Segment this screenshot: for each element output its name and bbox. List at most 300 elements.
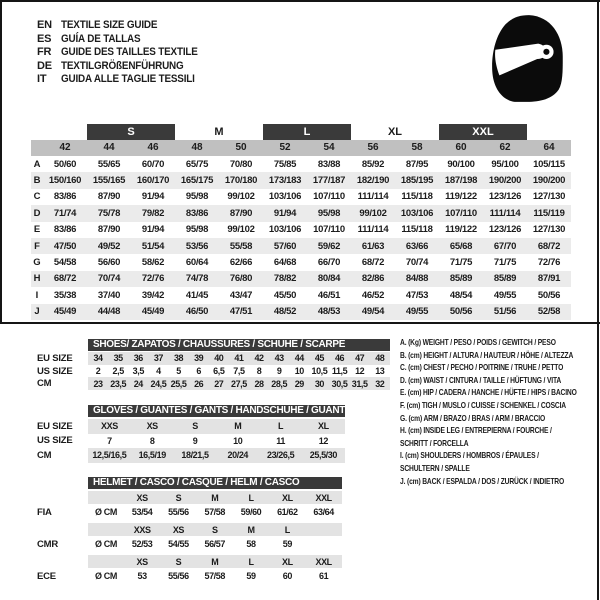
- value-cell: 28: [254, 378, 264, 389]
- legend-item-line: G. (cm) ARM / BRAZO / BRAS / ARM / BRACCIO: [400, 412, 546, 423]
- shoes-rows: [37, 352, 390, 390]
- measurement-cell: 54/58: [53, 257, 77, 269]
- row-cells: [88, 448, 345, 463]
- measurement-cell: 127/130: [532, 191, 566, 203]
- value-cell: 61: [319, 571, 329, 581]
- value-cell: 6: [196, 366, 201, 377]
- measurement-cell: 56/60: [97, 257, 121, 269]
- value-cell: 6,5: [213, 366, 225, 377]
- measurement-cell: 45/49: [53, 306, 77, 318]
- row-cells: [88, 523, 342, 536]
- row-label: CM: [37, 378, 52, 390]
- size-group-badge-row: [87, 124, 571, 140]
- measurement-cell: 111/114: [357, 224, 389, 236]
- value-cell: 16,5/19: [138, 450, 166, 461]
- measurement-cell: 47/51: [229, 306, 253, 318]
- value-cell: 13: [375, 366, 385, 377]
- measurement-cell: 43/47: [229, 289, 253, 301]
- measurement-cell: 127/130: [532, 224, 566, 236]
- value-cell: 34: [93, 353, 103, 364]
- measurement-cell: 80/84: [317, 273, 341, 285]
- value-cell: 12: [355, 366, 365, 377]
- measurement-cell: 71/75: [493, 257, 517, 269]
- size-label: XS: [172, 524, 185, 535]
- measurement-cell: 48/53: [317, 306, 341, 318]
- measurement-row: [31, 156, 571, 172]
- legend-item-line: H. (cm) INSIDE LEG / ENTREPIERNA / FOURCHE /: [400, 425, 552, 436]
- measurement-cell: 51/56: [493, 306, 517, 318]
- measurement-cell: 65/68: [449, 240, 473, 252]
- measurement-cell: 95/100: [491, 158, 519, 170]
- value-cell: 7: [107, 435, 112, 446]
- value-cell: 55/56: [168, 571, 189, 581]
- measurement-cell: 46/51: [317, 289, 341, 301]
- measurement-cell: 70/80: [229, 158, 253, 170]
- measurement-cell: 99/102: [359, 207, 387, 219]
- table-row: [37, 434, 345, 449]
- unit-label: Ø CM: [95, 571, 117, 581]
- measurement-cell: 185/195: [400, 175, 434, 187]
- value-cell: 9: [276, 366, 282, 377]
- measurement-cell: 95/98: [185, 191, 209, 203]
- measurement-cell: 49/54: [361, 306, 385, 318]
- value-cell: 3,5: [132, 366, 144, 377]
- table-row: [37, 352, 390, 365]
- measurement-cell: 45/50: [273, 289, 297, 301]
- helmet-icon-graphic: [488, 12, 566, 106]
- size-label: S: [175, 556, 182, 567]
- value-cell: L: [278, 421, 284, 432]
- measurement-cell: 39/42: [141, 289, 165, 301]
- measurement-cell: 78/82: [273, 273, 297, 285]
- size-number: 62: [499, 142, 511, 153]
- size-group-badge: XL: [387, 126, 403, 138]
- value-cell: 44: [294, 353, 304, 364]
- value-cell: XS: [146, 421, 158, 432]
- value-cell: 53: [137, 571, 147, 581]
- measurement-cell: 111/114: [489, 207, 521, 219]
- guide-title: GUÍA DE TALLAS: [61, 32, 141, 45]
- table-row: [37, 377, 390, 390]
- measurement-cell: 99/102: [227, 191, 255, 203]
- measurement-row: [31, 238, 571, 254]
- value-cell: 54/55: [168, 539, 189, 549]
- measurement-cell: 49/55: [405, 306, 429, 318]
- value-cell: 5: [176, 366, 181, 377]
- row-letter: B: [33, 175, 41, 187]
- value-cell: XXS: [100, 421, 118, 432]
- value-cell: 37: [153, 353, 164, 364]
- legend-item-line: SCHRITT / FORCELLA: [400, 437, 469, 448]
- value-cell: 58: [246, 539, 256, 549]
- row-cells: [88, 491, 342, 504]
- measurement-cell: 107/110: [313, 224, 345, 236]
- measurement-cell: 190/200: [532, 175, 566, 187]
- value-cell: 9: [192, 435, 198, 446]
- value-cell: 36: [133, 353, 143, 364]
- row-cells: [88, 419, 345, 434]
- size-number: 52: [279, 142, 291, 153]
- value-cell: XL: [318, 421, 329, 432]
- measurement-cell: 67/70: [493, 240, 517, 252]
- legend-item-line: C. (cm) CHEST / PECHO / POITRINE / TRUHE / PETTO: [400, 362, 564, 373]
- measurement-cell: 64/68: [273, 257, 297, 269]
- legend-item-line: F. (cm) TIGH / MUSLO / CUISSE / SCHENKEL / COSCIA: [400, 399, 566, 410]
- measurement-cell: 61/63: [361, 240, 385, 252]
- measurement-cell: 87/90: [97, 224, 121, 236]
- measurement-cell: 91/94: [141, 224, 165, 236]
- size-label: XS: [136, 556, 148, 567]
- value-cell: 10: [233, 435, 243, 446]
- legend-item-line: E. (cm) HIP / CADERA / HANCHE / HÜFTE / HIPS / BACINO: [400, 387, 577, 398]
- size-label: XL: [281, 492, 293, 503]
- measurement-cell: 83/88: [317, 158, 341, 170]
- size-label: L: [284, 524, 290, 535]
- measurement-cell: 119/122: [445, 191, 477, 203]
- measurement-cell: 44/48: [97, 306, 121, 318]
- value-cell: 52/53: [131, 539, 153, 549]
- helmet-size-row: [37, 555, 342, 568]
- row-letter: A: [33, 158, 41, 170]
- measurement-row: [31, 189, 571, 205]
- size-number: 56: [367, 142, 379, 153]
- measurement-cell: 83/86: [185, 207, 209, 219]
- value-cell: 25,5/30: [309, 450, 337, 461]
- measurement-cell: 53/56: [185, 240, 209, 252]
- frame-right-border: [597, 0, 599, 600]
- size-label: XXS: [133, 524, 151, 535]
- size-number: 60: [455, 142, 467, 153]
- row-cells: [88, 434, 345, 449]
- measurement-cell: 72/76: [537, 257, 561, 269]
- measurement-cell: 75/78: [97, 207, 121, 219]
- measurement-cell: 46/52: [361, 289, 385, 301]
- measurement-cell: 68/72: [53, 273, 77, 285]
- measurement-cell: 76/80: [229, 273, 253, 285]
- table-row: [37, 448, 345, 463]
- measurement-cell: 58/62: [141, 257, 165, 269]
- measurement-cell: 95/98: [317, 207, 341, 219]
- value-cell: 18/21,5: [181, 450, 209, 461]
- language-row: [37, 33, 213, 47]
- value-cell: 55/56: [168, 507, 189, 517]
- measurement-cell: 105/115: [533, 158, 565, 170]
- size-label: L: [248, 492, 254, 503]
- measurement-cell: 95/98: [185, 224, 209, 236]
- value-cell: 10: [294, 366, 304, 377]
- value-cell: 43: [274, 353, 284, 364]
- guide-title: TEXTILE SIZE GUIDE: [61, 19, 158, 31]
- language-row: [37, 73, 213, 87]
- guide-title: GUIDE DES TAILLES TEXTILE: [61, 46, 198, 59]
- value-cell: 38: [173, 353, 184, 364]
- size-number: 50: [235, 142, 247, 153]
- measurement-cell: 91/94: [141, 191, 165, 203]
- language-title-list: [37, 19, 213, 87]
- measurement-cell: 87/91: [537, 273, 561, 285]
- row-label: [37, 555, 88, 568]
- measurement-row: [31, 205, 571, 221]
- row-letter: I: [35, 289, 39, 301]
- gloves-table-header: GLOVES / GUANTES / GANTS / HANDSCHUHE / GUANTI: [88, 405, 345, 417]
- section-divider-line: [0, 322, 600, 324]
- measurement-cell: 115/118: [401, 191, 433, 203]
- row-letter: C: [33, 191, 41, 203]
- value-cell: 39: [194, 353, 204, 364]
- language-code: IT: [37, 73, 47, 86]
- size-label: M: [211, 492, 219, 503]
- helmet-icon: [488, 12, 566, 106]
- measurement-cell: 60/64: [185, 257, 209, 269]
- measurement-cell: 63/66: [405, 240, 429, 252]
- row-letter: E: [33, 224, 41, 236]
- size-group-badge: M: [214, 126, 224, 138]
- value-cell: 40: [214, 353, 224, 364]
- measurement-cell: 59/62: [317, 240, 341, 252]
- legend-item-line: J. (cm) BACK / ESPALDA / DOS / ZURÜCK / INDIETRO: [400, 475, 565, 486]
- size-number: 58: [411, 142, 423, 153]
- measurement-cell: 177/187: [312, 175, 346, 187]
- measurement-cell: 83/86: [53, 224, 77, 236]
- row-letter: J: [34, 306, 40, 318]
- value-cell: 61/62: [277, 507, 298, 517]
- value-cell: S: [192, 421, 198, 432]
- measurement-cell: 45/49: [141, 306, 165, 318]
- size-number: 54: [323, 142, 335, 153]
- measurement-cell: 60/70: [141, 158, 165, 170]
- size-number: 42: [59, 142, 71, 153]
- value-cell: 41: [234, 353, 244, 364]
- language-code: FR: [37, 46, 52, 59]
- row-label: EU SIZE: [37, 420, 73, 432]
- measurement-cell: 115/118: [401, 224, 433, 236]
- unit-label: Ø CM: [95, 539, 117, 549]
- measurement-cell: 119/122: [445, 224, 477, 236]
- measurement-cell: 48/52: [273, 306, 297, 318]
- value-cell: 11,5: [331, 366, 348, 377]
- row-cells: [88, 365, 390, 378]
- measurement-cell: 68/72: [537, 240, 561, 252]
- helmet-data-row: [37, 568, 342, 584]
- value-cell: 23,5: [110, 378, 127, 389]
- value-cell: 10,5: [311, 366, 328, 377]
- measurement-cell: 84/88: [405, 273, 429, 285]
- measurement-legend: [400, 336, 598, 487]
- size-label: S: [175, 492, 182, 503]
- measurement-cell: 103/106: [268, 224, 302, 236]
- measurement-cell: 47/53: [405, 289, 429, 301]
- size-label: S: [211, 524, 218, 535]
- value-cell: 35: [113, 353, 123, 364]
- size-label: M: [247, 524, 255, 535]
- helmet-data-row: [37, 536, 342, 552]
- measurement-row: [31, 271, 571, 287]
- measurement-cell: 52/58: [537, 306, 561, 318]
- measurement-cell: 71/75: [449, 257, 473, 269]
- row-cells: [88, 377, 390, 390]
- measurement-cell: 74/78: [185, 273, 209, 285]
- measurement-cell: 72/76: [141, 273, 165, 285]
- measurement-cell: 123/126: [488, 191, 522, 203]
- gloves-size-table: [37, 405, 348, 463]
- value-cell: 26: [194, 378, 204, 389]
- unit-label: Ø CM: [95, 507, 117, 517]
- language-row: [37, 19, 213, 33]
- measurement-cell: 103/106: [268, 191, 302, 203]
- value-cell: 25,5: [170, 378, 187, 389]
- row-letter: G: [33, 257, 41, 269]
- value-cell: 28,5: [271, 378, 288, 389]
- measurement-cell: 68/72: [361, 257, 385, 269]
- measurement-row: [31, 222, 571, 238]
- measurement-cell: 85/89: [449, 273, 473, 285]
- apparel-size-table: [31, 124, 571, 320]
- value-cell: 57/58: [204, 571, 225, 581]
- measurement-cell: 83/86: [53, 191, 77, 203]
- measurement-cell: 160/170: [136, 175, 170, 187]
- language-code: EN: [37, 19, 52, 31]
- measurement-cell: 155/165: [92, 175, 126, 187]
- measurement-row: [31, 254, 571, 270]
- measurement-cell: 55/65: [97, 158, 121, 170]
- measurement-cell: 37/40: [97, 289, 121, 301]
- value-cell: 63/64: [313, 507, 334, 517]
- standard-label: CMR: [37, 538, 59, 550]
- value-cell: 32: [375, 378, 385, 389]
- size-label: XXL: [315, 556, 332, 567]
- size-label: XXL: [315, 492, 332, 503]
- measurement-cell: 87/90: [229, 207, 253, 219]
- value-cell: 7,5: [233, 366, 245, 377]
- shoes-size-table: [37, 339, 390, 390]
- measurement-cell: 46/50: [185, 306, 209, 318]
- helmet-size-row: [37, 523, 342, 536]
- table-row: [37, 419, 345, 434]
- measurement-row: [31, 172, 571, 188]
- measurement-row: [31, 304, 571, 320]
- value-cell: 27,5: [230, 378, 247, 389]
- measurement-cell: 90/100: [447, 158, 475, 170]
- helmet-rows: [37, 491, 342, 584]
- shoes-table-header: SHOES/ ZAPATOS / CHAUSSURES / SCHUHE / SCARPE: [88, 339, 390, 351]
- measurement-cell: 187/198: [444, 175, 478, 187]
- measurement-cell: 115/119: [533, 207, 565, 219]
- value-cell: 4: [156, 366, 161, 377]
- legend-item-line: A. (Kg) WEIGHT / PESO / POIDS / GEWITCH / PESO: [400, 337, 556, 347]
- size-label: XL: [281, 556, 293, 567]
- measurement-rows: [31, 156, 571, 320]
- language-code: DE: [37, 59, 52, 72]
- size-number: 48: [191, 142, 203, 153]
- row-letter: H: [33, 273, 41, 285]
- guide-title: TEXTILGRÖßENFÜHRUNG: [61, 59, 184, 72]
- language-code: ES: [37, 32, 52, 45]
- value-cell: 30,5: [331, 378, 348, 389]
- measurement-cell: 99/102: [227, 224, 255, 236]
- value-cell: 59/60: [240, 507, 262, 517]
- value-cell: 23/26,5: [266, 450, 295, 461]
- measurement-cell: 79/82: [141, 207, 165, 219]
- helmet-size-row: [37, 491, 342, 504]
- value-cell: 45: [314, 353, 325, 364]
- value-cell: 24: [133, 378, 143, 389]
- measurement-cell: 50/60: [53, 158, 77, 170]
- measurement-cell: 47/50: [53, 240, 77, 252]
- frame-left-border: [0, 0, 2, 324]
- measurement-cell: 41/45: [185, 289, 209, 301]
- value-cell: 59: [246, 571, 256, 581]
- measurement-cell: 75/85: [273, 158, 297, 170]
- value-cell: 57/58: [204, 507, 225, 517]
- measurement-cell: 87/95: [405, 158, 429, 170]
- measurement-cell: 165/175: [180, 175, 214, 187]
- value-cell: 53/54: [131, 507, 153, 517]
- value-cell: 8: [149, 435, 155, 446]
- standard-label: ECE: [37, 570, 56, 582]
- value-cell: 12,5/16,5: [92, 450, 127, 461]
- standard-label: FIA: [37, 506, 52, 518]
- row-label: US SIZE: [37, 435, 73, 447]
- measurement-cell: 50/56: [449, 306, 473, 318]
- measurement-cell: 150/160: [48, 175, 82, 187]
- row-cells: [88, 504, 342, 520]
- value-cell: 12: [318, 435, 328, 446]
- legend-item-line: SCHULTERN / SPALLE: [400, 462, 470, 473]
- measurement-cell: 111/114: [357, 191, 389, 203]
- value-cell: 2: [95, 366, 101, 377]
- measurement-cell: 70/74: [97, 273, 121, 285]
- measurement-cell: 82/86: [361, 273, 385, 285]
- measurement-cell: 48/54: [449, 289, 473, 301]
- measurement-cell: 173/183: [268, 175, 302, 187]
- measurement-cell: 87/90: [97, 191, 121, 203]
- measurement-cell: 49/52: [97, 240, 121, 252]
- value-cell: 24,5: [150, 378, 167, 389]
- measurement-cell: 50/56: [537, 289, 561, 301]
- legend-item-line: B. (cm) HEIGHT / ALTURA / HAUTEUR / HÖHE / ALTEZZA: [400, 349, 574, 360]
- value-cell: 46: [334, 353, 345, 364]
- row-label: EU SIZE: [37, 352, 73, 364]
- value-cell: 2,5: [112, 366, 124, 377]
- measurement-cell: 66/70: [317, 257, 341, 269]
- size-label: M: [211, 556, 219, 567]
- row-cells: [88, 352, 390, 365]
- value-cell: 27: [214, 378, 224, 389]
- row-cells: [88, 568, 342, 584]
- measurement-cell: 57/60: [273, 240, 297, 252]
- value-cell: M: [234, 421, 242, 432]
- size-group-badge: L: [263, 124, 351, 140]
- language-row: [37, 60, 213, 74]
- value-cell: 11: [276, 435, 285, 446]
- value-cell: 60: [282, 571, 292, 581]
- row-cells: [88, 536, 342, 552]
- value-cell: 8: [256, 366, 262, 377]
- helmet-table-header: HELMET / CASCO / CASQUE / HELM / CASCO: [88, 477, 342, 489]
- measurement-row: [31, 287, 571, 303]
- size-number-row: [31, 140, 571, 156]
- measurement-cell: 71/74: [53, 207, 77, 219]
- measurement-cell: 55/58: [229, 240, 253, 252]
- value-cell: 59: [282, 539, 292, 549]
- measurement-cell: 62/66: [229, 257, 253, 269]
- size-number: 44: [103, 142, 115, 153]
- row-label: [37, 491, 88, 504]
- measurement-cell: 190/200: [488, 175, 522, 187]
- row-label: CM: [37, 449, 52, 461]
- guide-title: GUIDA ALLE TAGLIE TESSILI: [61, 73, 195, 86]
- value-cell: 56/57: [204, 539, 225, 549]
